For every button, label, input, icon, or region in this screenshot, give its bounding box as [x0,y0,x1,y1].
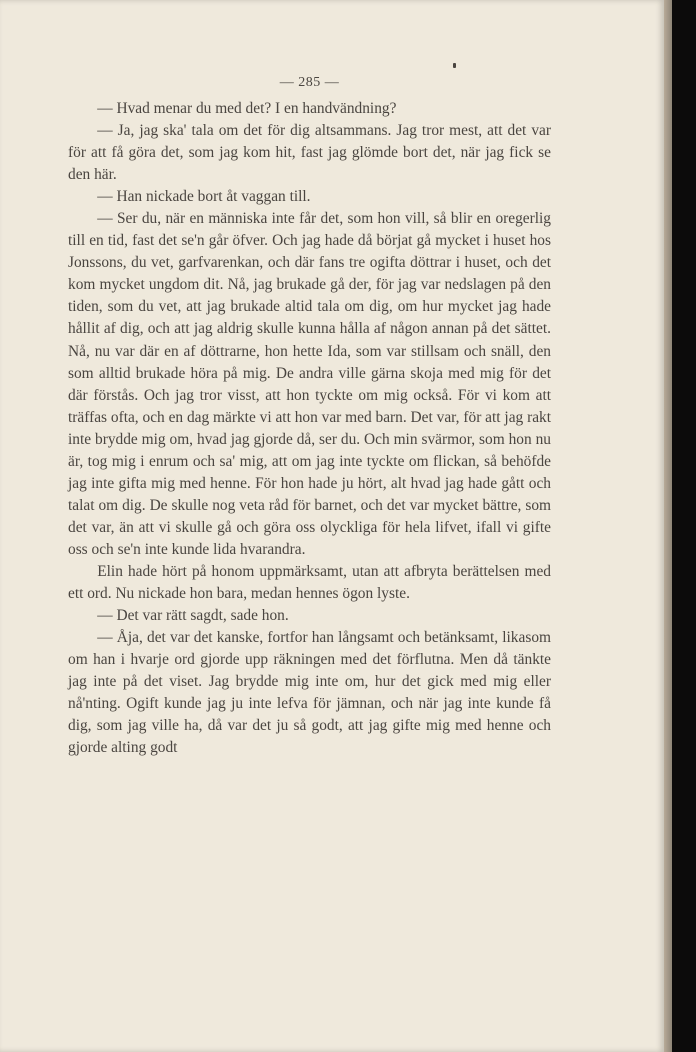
page-edge-shadow [664,0,672,1052]
paragraph-7: — Åja, det var det kanske, fortfor han långsamt och betänksamt, likasom om han i hvarje ord gjorde upp räkningen med det förflutna. Men då tänkte jag inte på det viset. Jag brydde mig inte om, hur det gick med mig eller nå'nting. Ogift kunde jag ju inte lefva för jämnan, och när jag inte kunde få dig, som jag ville ha, då var det ju så godt, att jag gifte mig med henne och gjorde alting godt [68,629,551,757]
ink-speck [453,63,456,68]
paragraph-4: — Ser du, när en människa inte får det, som hon vill, så blir en oregerlig till en tid, fast det se'n går öfver. Och jag hade då börjat gå mycket i huset hos Jonssons, du vet, garfvarenkan, och där fans tre ogifta döttrar i huset, och det kom mycket ungdom dit. Nå, jag brukade gå der, för jag var nedslagen på den tiden, som du vet, att jag brukade altid tala om dig, om hur mycket jag hade hållit af dig, och att jag aldrig skulle kunna hålla af någon annan på det sättet. Nå, nu var där en af döttrarne, hon hette Ida, som var stillsam och snäll, den som alltid brukade höra på mig. De andra ville gärna skoja med mig för det där förstås. Och jag tror visst, att hon tyckte om mig också. För vi kom att träffas ofta, och en dag märkte vi att hon var med barn. Det var, för att jag rakt inte brydde mig om, hvad jag gjorde då, ser du. Och min svärmor, som hon nu är, tog mig i enrum och sa' mig, att om jag inte tyckte om flickan, så behöfde jag inte gifta mig med henne. För hon hade ju hört, alt hvad jag hade gått och talat om dig. De skulle nog veta råd för barnet, och det var mycket bättre, som det var, än att vi skulle gå och göra oss olyckliga för hela lifvet, ifall vi gifte oss och se'n inte kunde lida hvarandra. [68,210,551,558]
book-binding-edge [672,0,696,1052]
paragraph-1: — Hvad menar du med det? I en handvändning? [97,100,397,117]
paragraph-3: — Han nickade bort åt vaggan till. [97,188,311,206]
paragraph-6: — Det var rätt sagdt, sade hon. [97,607,289,625]
paragraph-2: — Ja, jag ska' tala om det för dig altsammans. Jag tror mest, att det var för att få göra det, som jag kom hit, fast jag glömde bort det, när jag fick se den här. [68,122,551,184]
page-text [68,72,551,759]
page-number: — 285 — [279,75,340,90]
paragraph-5: Elin hade hört på honom uppmärksamt, utan att afbryta berättelsen med ett ord. Nu nickade hon bara, medan hennes ögon lyste. [68,562,551,603]
